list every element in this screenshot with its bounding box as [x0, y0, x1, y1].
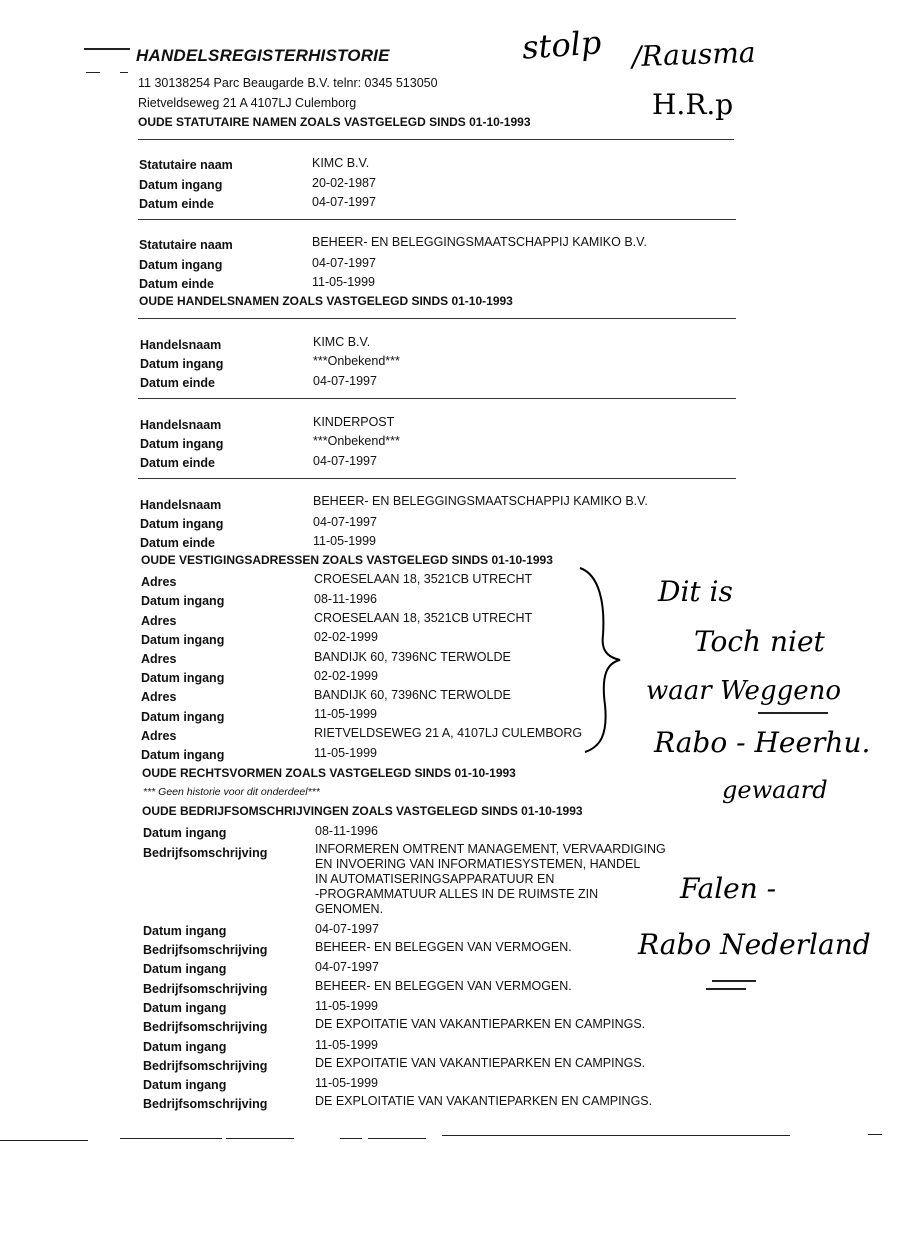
divider: [138, 398, 736, 399]
business-description: DE EXPOITATIE VAN VAKANTIEPARKEN EN CAMPINGS.: [315, 1056, 646, 1070]
field-value: KIMC B.V.: [313, 335, 371, 349]
field-value: 08-11-1996: [314, 592, 378, 606]
field-value: ***Onbekend***: [313, 434, 400, 448]
field-label: Datum ingang: [143, 826, 227, 840]
field-value: 11-05-1999: [315, 1076, 379, 1090]
field-value: BEHEER- EN BELEGGINGSMAATSCHAPPIJ KAMIKO B.V.: [313, 494, 648, 508]
field-value: 04-07-1997: [313, 374, 377, 388]
field-value: BEHEER- EN BELEGGINGSMAATSCHAPPIJ KAMIKO B.V.: [312, 235, 647, 249]
field-label: Handelsnaam: [140, 418, 222, 432]
scan-mark: [442, 1135, 790, 1136]
field-label: Adres: [141, 652, 177, 666]
field-label: Datum einde: [139, 277, 215, 291]
bracket-mark: [575, 565, 625, 755]
handwriting-note-6: Falen -: [680, 872, 777, 905]
handwriting-note-4: Rabo - Heerhu.: [654, 726, 871, 759]
field-value: 11-05-1999: [315, 999, 379, 1013]
field-label: Datum ingang: [143, 1001, 227, 1015]
field-value: 04-07-1997: [312, 195, 376, 209]
field-label: Datum einde: [140, 376, 216, 390]
field-label: Datum ingang: [140, 437, 224, 451]
field-label: Datum ingang: [141, 633, 225, 647]
field-label: Bedrijfsomschrijving: [143, 943, 268, 957]
field-label: Bedrijfsomschrijving: [143, 1059, 268, 1073]
field-value: 04-07-1997: [312, 256, 376, 270]
field-value: 20-02-1987: [312, 176, 376, 190]
field-label: Handelsnaam: [140, 338, 222, 352]
divider: [138, 139, 734, 140]
field-label: Adres: [141, 575, 177, 589]
handwriting-note-5: gewaard: [722, 776, 828, 804]
field-value: 11-05-1999: [314, 746, 378, 760]
field-value: CROESELAAN 18, 3521CB UTRECHT: [314, 611, 533, 625]
handwriting-hrp: H.R.p: [652, 88, 734, 121]
field-label: Bedrijfsomschrijving: [143, 1097, 268, 1111]
divider: [138, 318, 736, 319]
field-value: 08-11-1996: [315, 824, 379, 838]
field-label: Statutaire naam: [139, 158, 233, 172]
scan-mark: [868, 1134, 882, 1135]
field-label: Datum einde: [140, 456, 216, 470]
field-value: ***Onbekend***: [313, 354, 400, 368]
scan-mark: [84, 48, 130, 50]
field-label: Datum ingang: [143, 924, 227, 938]
field-label: Handelsnaam: [140, 498, 222, 512]
field-label: Bedrijfsomschrijving: [143, 982, 268, 996]
field-value: KIMC B.V.: [312, 156, 370, 170]
field-label: Bedrijfsomschrijving: [143, 846, 268, 860]
handwriting-underline: [706, 988, 746, 990]
field-label: Statutaire naam: [139, 238, 233, 252]
handwriting-name: /Rausma: [631, 35, 757, 74]
field-label: Datum einde: [140, 536, 216, 550]
field-value: 11-05-1999: [312, 275, 376, 289]
field-value: 04-07-1997: [315, 960, 379, 974]
field-label: Bedrijfsomschrijving: [143, 1020, 268, 1034]
document-title: HANDELSREGISTERHISTORIE: [136, 46, 390, 65]
field-label: Datum ingang: [139, 258, 223, 272]
section-header-vestiging: OUDE VESTIGINGSADRESSEN ZOALS VASTGELEGD SINDS 01-10-1993: [141, 553, 553, 567]
handwriting-note-7: Rabo Nederland: [638, 928, 871, 961]
field-label: Datum ingang: [140, 517, 224, 531]
field-label: Datum ingang: [139, 178, 223, 192]
handwriting-note-1: Dit is: [658, 575, 733, 608]
field-label: Datum ingang: [143, 1040, 227, 1054]
handwriting-note-2: Toch niet: [694, 625, 825, 658]
field-value: BANDIJK 60, 7396NC TERWOLDE: [314, 688, 511, 702]
bracket-path: [580, 568, 620, 752]
section-header-bedrijf: OUDE BEDRIJFSOMSCHRIJVINGEN ZOALS VASTGELEGD SINDS 01-10-1993: [142, 804, 583, 818]
field-label: Datum ingang: [141, 710, 225, 724]
field-label: Adres: [141, 690, 177, 704]
field-label: Datum ingang: [141, 748, 225, 762]
no-history-note: *** Geen historie voor dit onderdeel***: [143, 786, 320, 798]
field-value: 11-05-1999: [315, 1038, 379, 1052]
handwriting-underline: [758, 712, 828, 714]
field-value: CROESELAAN 18, 3521CB UTRECHT: [314, 572, 533, 586]
scan-mark: [86, 72, 100, 73]
handwriting-underline: [712, 980, 756, 982]
scan-mark: [368, 1138, 426, 1139]
divider: [138, 219, 736, 220]
section-header-rechtsvormen: OUDE RECHTSVORMEN ZOALS VASTGELEGD SINDS 01-10-1993: [142, 766, 516, 780]
section-header-statutaire: OUDE STATUTAIRE NAMEN ZOALS VASTGELEGD SINDS 01-10-1993: [138, 115, 531, 129]
business-description: BEHEER- EN BELEGGEN VAN VERMOGEN.: [315, 940, 572, 954]
field-label: Datum ingang: [143, 1078, 227, 1092]
field-label: Adres: [141, 729, 177, 743]
scan-mark: [340, 1138, 362, 1139]
field-value: RIETVELDSEWEG 21 A, 4107LJ CULEMBORG: [314, 726, 583, 740]
field-value: 04-07-1997: [315, 922, 379, 936]
business-description: DE EXPLOITATIE VAN VAKANTIEPARKEN EN CAMPINGS.: [315, 1094, 653, 1108]
handwriting-stolp: stolp: [520, 23, 603, 67]
address-line: Rietveldseweg 21 A 4107LJ Culemborg: [138, 96, 357, 110]
field-value: 04-07-1997: [313, 515, 377, 529]
field-label: Datum ingang: [141, 671, 225, 685]
handwriting-note-3: waar Weggeno: [646, 676, 842, 706]
company-line: 11 30138254 Parc Beaugarde B.V. telnr: 0345 513050: [138, 76, 438, 90]
field-label: Datum einde: [139, 197, 215, 211]
section-header-handelsnamen: OUDE HANDELSNAMEN ZOALS VASTGELEGD SINDS 01-10-1993: [139, 294, 513, 308]
field-label: Datum ingang: [140, 357, 224, 371]
scan-mark: [120, 72, 128, 73]
field-value: 11-05-1999: [313, 534, 377, 548]
field-value: BANDIJK 60, 7396NC TERWOLDE: [314, 650, 511, 664]
scan-mark: [0, 1140, 88, 1141]
field-value: 04-07-1997: [313, 454, 377, 468]
business-description: BEHEER- EN BELEGGEN VAN VERMOGEN.: [315, 979, 572, 993]
field-value: 02-02-1999: [314, 669, 378, 683]
field-label: Adres: [141, 614, 177, 628]
field-value: 02-02-1999: [314, 630, 378, 644]
divider: [138, 478, 736, 479]
business-description: INFORMEREN OMTRENT MANAGEMENT, VERVAARDIGING EN INVOERING VAN INFORMATIESYSTEMEN, HANDEL IN AUTOMATISERINGSAPPARATUUR EN -PROGRAMMATUUR ALLES IN DE RUIMSTE ZIN GENOMEN.: [315, 842, 666, 916]
field-label: Datum ingang: [143, 962, 227, 976]
scan-mark: [120, 1138, 222, 1139]
field-value: 11-05-1999: [314, 707, 378, 721]
field-value: KINDERPOST: [313, 415, 395, 429]
business-description: DE EXPOITATIE VAN VAKANTIEPARKEN EN CAMPINGS.: [315, 1017, 646, 1031]
scan-mark: [226, 1138, 294, 1139]
field-label: Datum ingang: [141, 594, 225, 608]
